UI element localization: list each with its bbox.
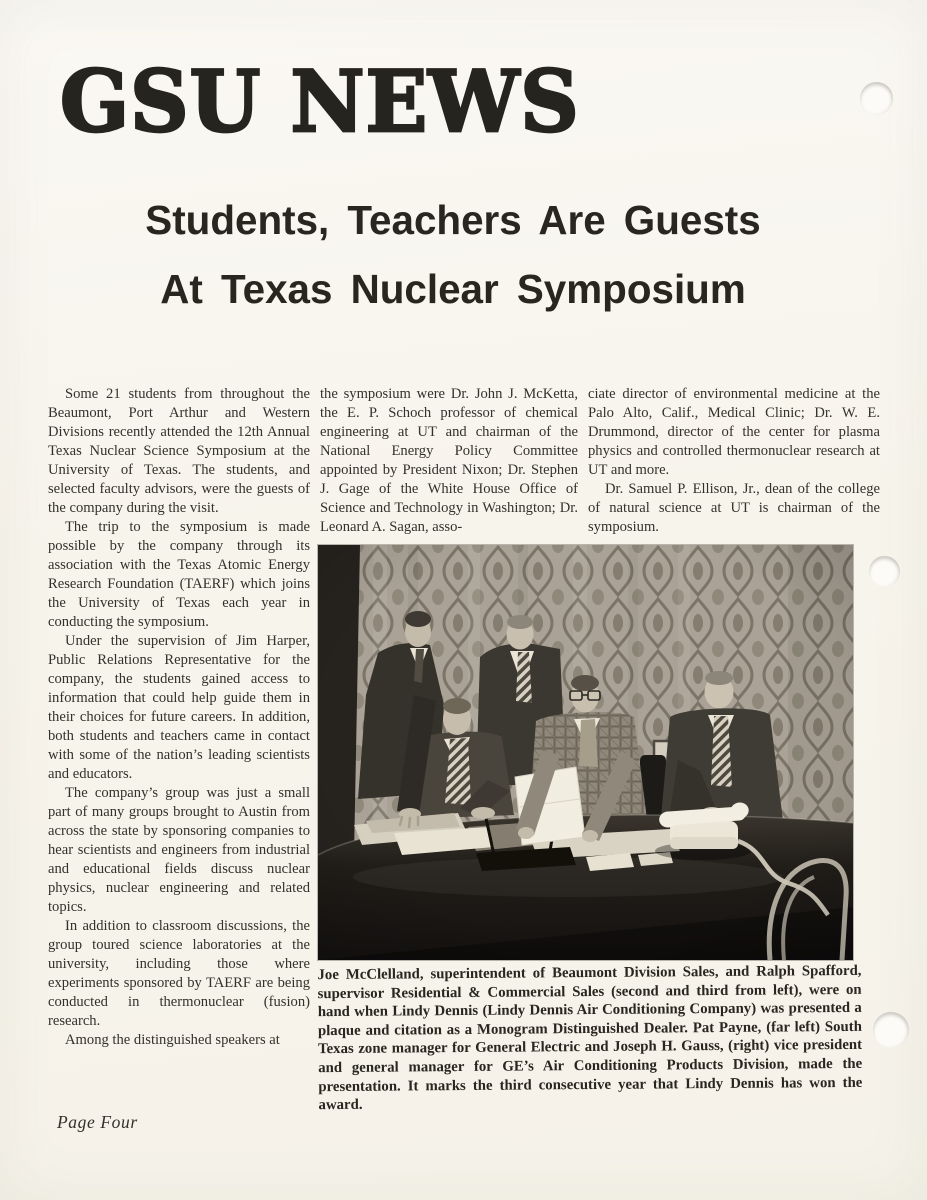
headline-line-2: At Texas Nuclear Symposium (160, 266, 746, 312)
body-column-2 (320, 385, 578, 537)
paragraph: The trip to the symposium is made possible by the company through its association with the Texas Atomic Energy Research Foundation (TAERF) which joins the University of Texas each year in conducting the symposium. (48, 519, 310, 630)
masthead-title: GSU NEWS (60, 53, 580, 152)
caption-text: Joe McClelland, superintendent of Beaumont Division Sales, and Ralph Spafford, supervisor Residential & Commercial Sales (second and third from left), were on hand when Lindy Dennis (Lindy Dennis Air Conditioning Company) was presented a plaque and citation as a Monogram Distinguished Dealer. Pat Payne, (far left) South Texas zone manager for General Electric and Joseph H. Gauss, (right) vice president and general manager for GE’s Air Conditioning Products Division, made the presentation. It marks the third consecutive year that Lindy Dennis has won the award. (317, 962, 863, 1114)
paragraph: Under the supervision of Jim Harper, Public Relations Representative for the company, the students gained access to information that could help guide them in their choices for future careers. In addition, both students and teachers came in contact with some of the nation’s leading scientists and educators. (48, 633, 310, 782)
body-column-3 (588, 385, 880, 537)
paragraph: In addition to classroom discussions, the group toured science laboratories at the university, including those where experiments sponsored by TAERF are being conducted in thermonuclear (fusion) research. (48, 918, 310, 1029)
photo-illustration (318, 545, 853, 960)
body-column-1 (48, 385, 310, 1050)
punch-hole-icon (869, 556, 900, 587)
page-number: Page Four (57, 1112, 138, 1132)
paragraph: ciate director of environmental medicine at the Palo Alto, Calif., Medical Clinic; Dr. W. E. Drummond, director of the center for plasma physics and controlled thermonuclear research at UT and more. (588, 386, 880, 478)
punch-hole-icon (873, 1012, 909, 1048)
symposium-presentation-photo (318, 545, 853, 960)
photo-vignette (318, 545, 853, 960)
paragraph: Dr. Samuel P. Ellison, Jr., dean of the college of natural science at UT is chairman of the symposium. (588, 481, 880, 535)
paragraph: Some 21 students from throughout the Beaumont, Port Arthur and Western Divisions recently attended the 12th Annual Texas Nuclear Science Symposium at the University of Texas. The students, and selected faculty advisors, were the guests of the company during the visit. (48, 386, 310, 516)
paragraph: Among the distinguished speakers at (65, 1032, 280, 1048)
article-headline (64, 186, 842, 324)
photo-caption (317, 962, 862, 1115)
paragraph: The company’s group was just a small part of many groups brought to Austin from across the state by sponsoring companies to hear scientists and engineers from industrial and educational fields discuss nuclear physics, nuclear engineering and related topics. (48, 785, 310, 915)
headline-line-1: Students, Teachers Are Guests (145, 197, 761, 243)
paragraph: the symposium were Dr. John J. McKetta, the E. P. Schoch professor of chemical engineering at UT and chairman of the National Energy Policy Committee appointed by President Nixon; Dr. Stephen J. Gage of the White House Office of Science and Technology in Washington; Dr. Leonard A. Sagan, asso- (320, 386, 578, 535)
punch-hole-icon (860, 82, 893, 115)
